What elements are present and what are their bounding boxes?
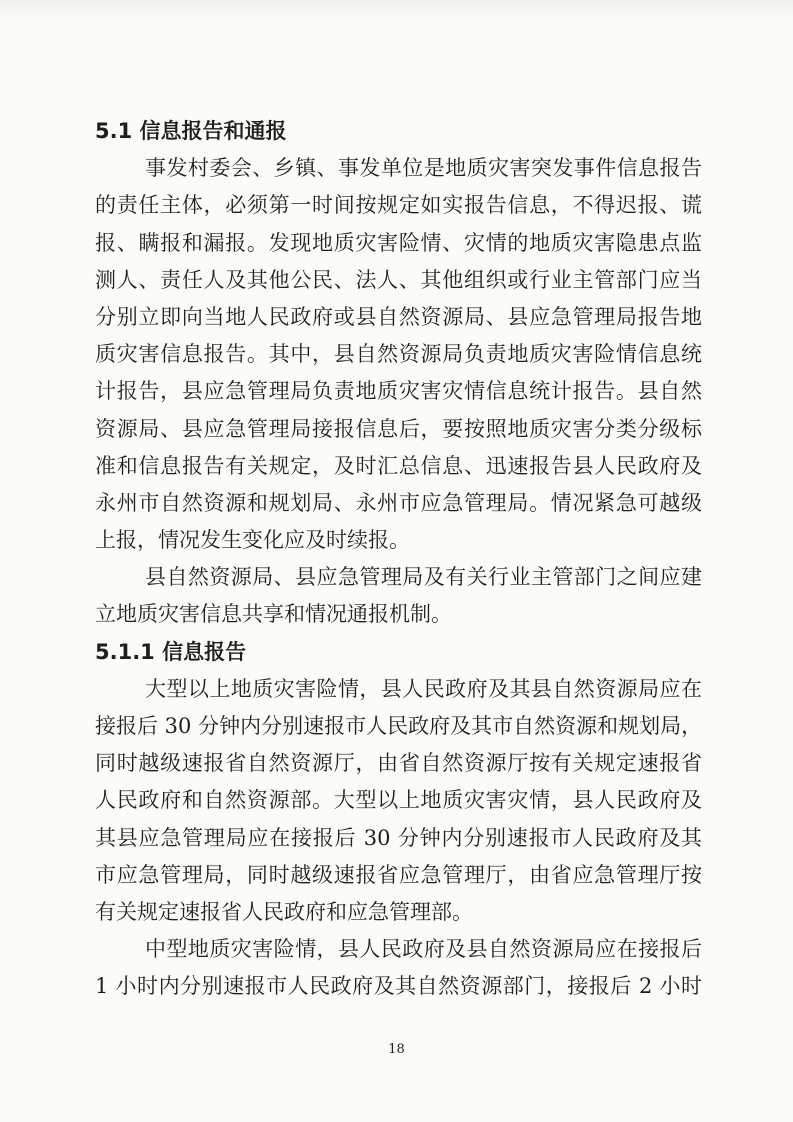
text-line: 县自然资源局、县应急管理局及有关行业主管部门之间应建 [145, 565, 702, 590]
text-line: 中型地质灾害险情，县人民政府及县自然资源局应在接报后 [145, 937, 702, 962]
text-line: 同时越级速报省自然资源厅，由省自然资源厅按有关规定速报省 [95, 751, 702, 776]
text-line: 大型以上地质灾害险情，县人民政府及其县自然资源局应在 [145, 676, 702, 701]
text-line: 1 小时内分别速报市人民政府及其自然资源部门，接报后 2 小时 [95, 974, 702, 999]
section-heading: 5.1 信息报告和通报 [95, 119, 287, 143]
text-line: 资源局、县应急管理局接报信息后，要按照地质灾害分类分级标 [95, 416, 702, 441]
text-line: 测人、责任人及其他公民、法人、其他组织或行业主管部门应当 [95, 267, 702, 292]
text-line: 分别立即向当地人民政府或县自然资源局、县应急管理局报告地 [95, 304, 702, 329]
text-line: 报、瞒报和漏报。发现地质灾害险情、灾情的地质灾害隐患点监 [95, 230, 702, 255]
page-number: 18 [388, 1042, 405, 1057]
text-line: 人民政府和自然资源部。大型以上地质灾害灾情，县人民政府及 [95, 788, 702, 813]
text-line: 其县应急管理局应在接报后 30 分钟内分别速报市人民政府及其 [95, 825, 702, 850]
text-line: 的责任主体，必须第一时间按规定如实报告信息，不得迟报、谎 [95, 193, 702, 218]
text-line: 永州市自然资源和规划局、永州市应急管理局。情况紧急可越级 [95, 490, 702, 515]
document-body [95, 113, 702, 1006]
text-line: 有关规定速报省人民政府和应急管理部。 [95, 899, 473, 924]
text-line: 上报，情况发生变化应及时续报。 [95, 528, 410, 553]
text-line: 市应急管理局，同时越级速报省应急管理厅，由省应急管理厅按 [95, 862, 702, 887]
text-line: 准和信息报告有关规定，及时汇总信息、迅速报告县人民政府及 [95, 453, 702, 478]
text-line: 事发村委会、乡镇、事发单位是地质灾害突发事件信息报告 [145, 156, 702, 181]
text-line: 立地质灾害信息共享和情况通报机制。 [95, 602, 452, 627]
text-line: 质灾害信息报告。其中，县自然资源局负责地质灾害险情信息统 [95, 342, 702, 367]
section-heading: 5.1.1 信息报告 [95, 639, 247, 664]
text-line: 接报后 30 分钟内分别速报市人民政府及其市自然资源和规划局， [95, 714, 703, 738]
text-line: 计报告，县应急管理局负责地质灾害灾情信息统计报告。县自然 [95, 379, 702, 404]
scan-edge [0, 0, 793, 18]
